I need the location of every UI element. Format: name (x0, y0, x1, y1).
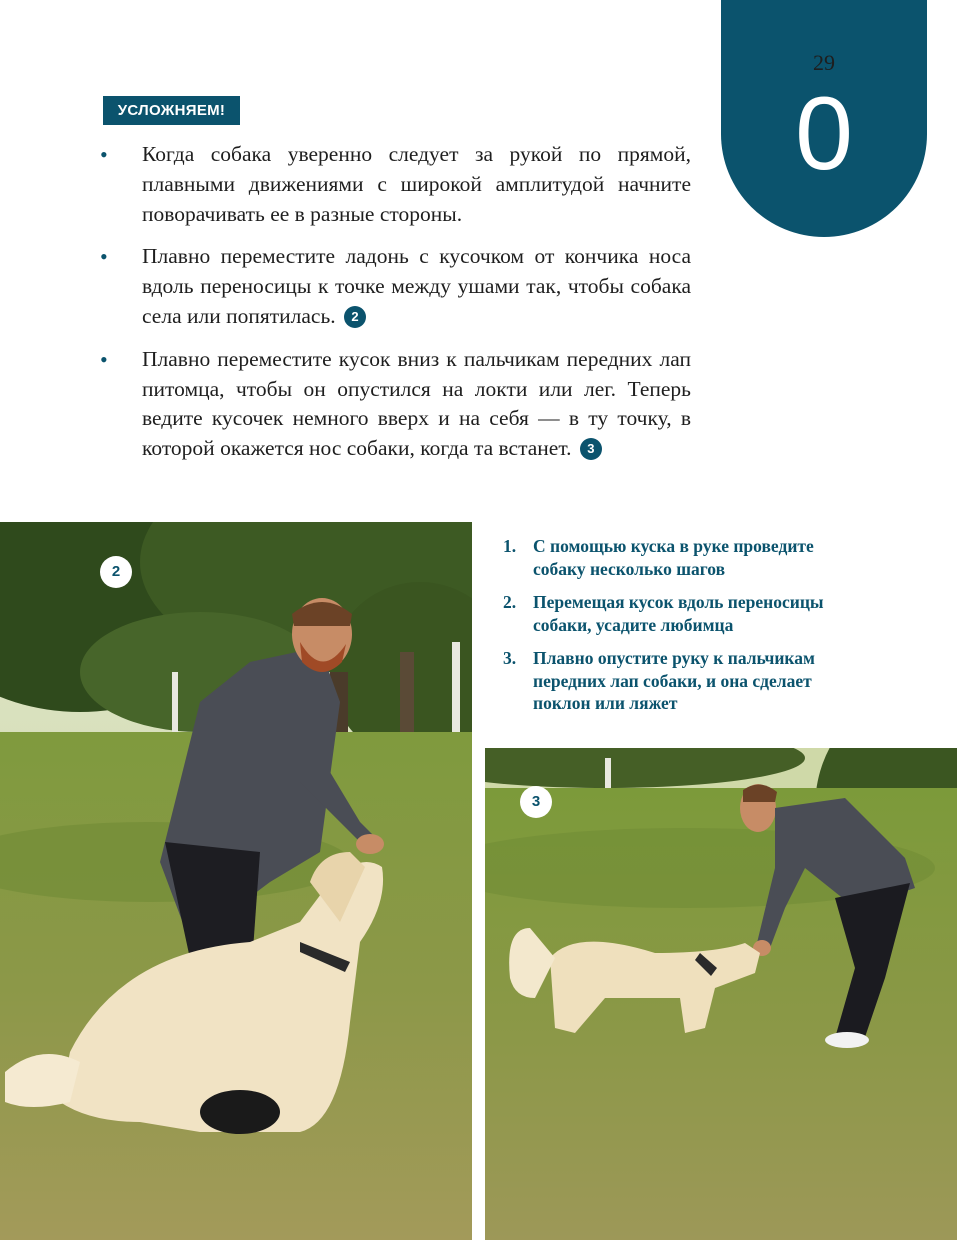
photo-number-badge: 3 (520, 786, 552, 818)
photo-number-badge: 2 (100, 556, 132, 588)
caption-item (503, 647, 843, 715)
caption-text: С помощью куска в руке проведите собаку несколько шагов (533, 536, 814, 579)
list-item (100, 345, 691, 464)
photo-illustration (0, 522, 472, 1240)
list-item (100, 242, 691, 331)
list-item-text: Плавно переместите ладонь с кусочком от кончика носа вдоль переносицы к точке между ушами так, чтобы собака села или попятилась. (142, 244, 691, 328)
chapter-number: 0 (795, 76, 853, 192)
caption-item (503, 591, 843, 636)
caption-item (503, 535, 843, 580)
bullet-icon: • (100, 346, 108, 372)
photo-man-dog-bowing (485, 748, 957, 1240)
caption-text: Плавно опустите руку к пальчикам передних лап собаки, и она сделает поклон или ляжет (533, 648, 815, 713)
caption-number: 3. (503, 648, 517, 668)
section-badge: УСЛОЖНЯЕМ! (103, 96, 240, 125)
photo-illustration (485, 748, 957, 1240)
caption-number: 1. (503, 536, 517, 556)
instruction-list (100, 140, 691, 477)
caption-text: Перемещая кусок вдоль переносицы собаки, усадите любимца (533, 592, 824, 635)
bullet-icon: • (100, 244, 108, 270)
list-item-text: Плавно переместите кусок вниз к пальчикам передних лап питомца, чтобы он опустился на локти или лег. Теперь ведите кусочек немного вверх и на себя — в ту точку, в которой окажется нос собаки, когда та встанет. (142, 346, 691, 461)
chapter-tab (721, 0, 927, 237)
bullet-icon: • (100, 142, 108, 167)
caption-list (503, 535, 843, 726)
caption-number: 2. (503, 592, 517, 612)
list-item-text: Когда собака уверенно следует за рукой по прямой, плавными движениями с широкой амплитудой начните поворачивать ее в разные стороны. (142, 142, 691, 226)
step-marker: 3 (580, 438, 602, 460)
list-item (100, 140, 691, 229)
step-marker: 2 (344, 306, 366, 328)
photo-man-dog-sitting (0, 522, 472, 1240)
page-number: 29 (813, 50, 835, 75)
